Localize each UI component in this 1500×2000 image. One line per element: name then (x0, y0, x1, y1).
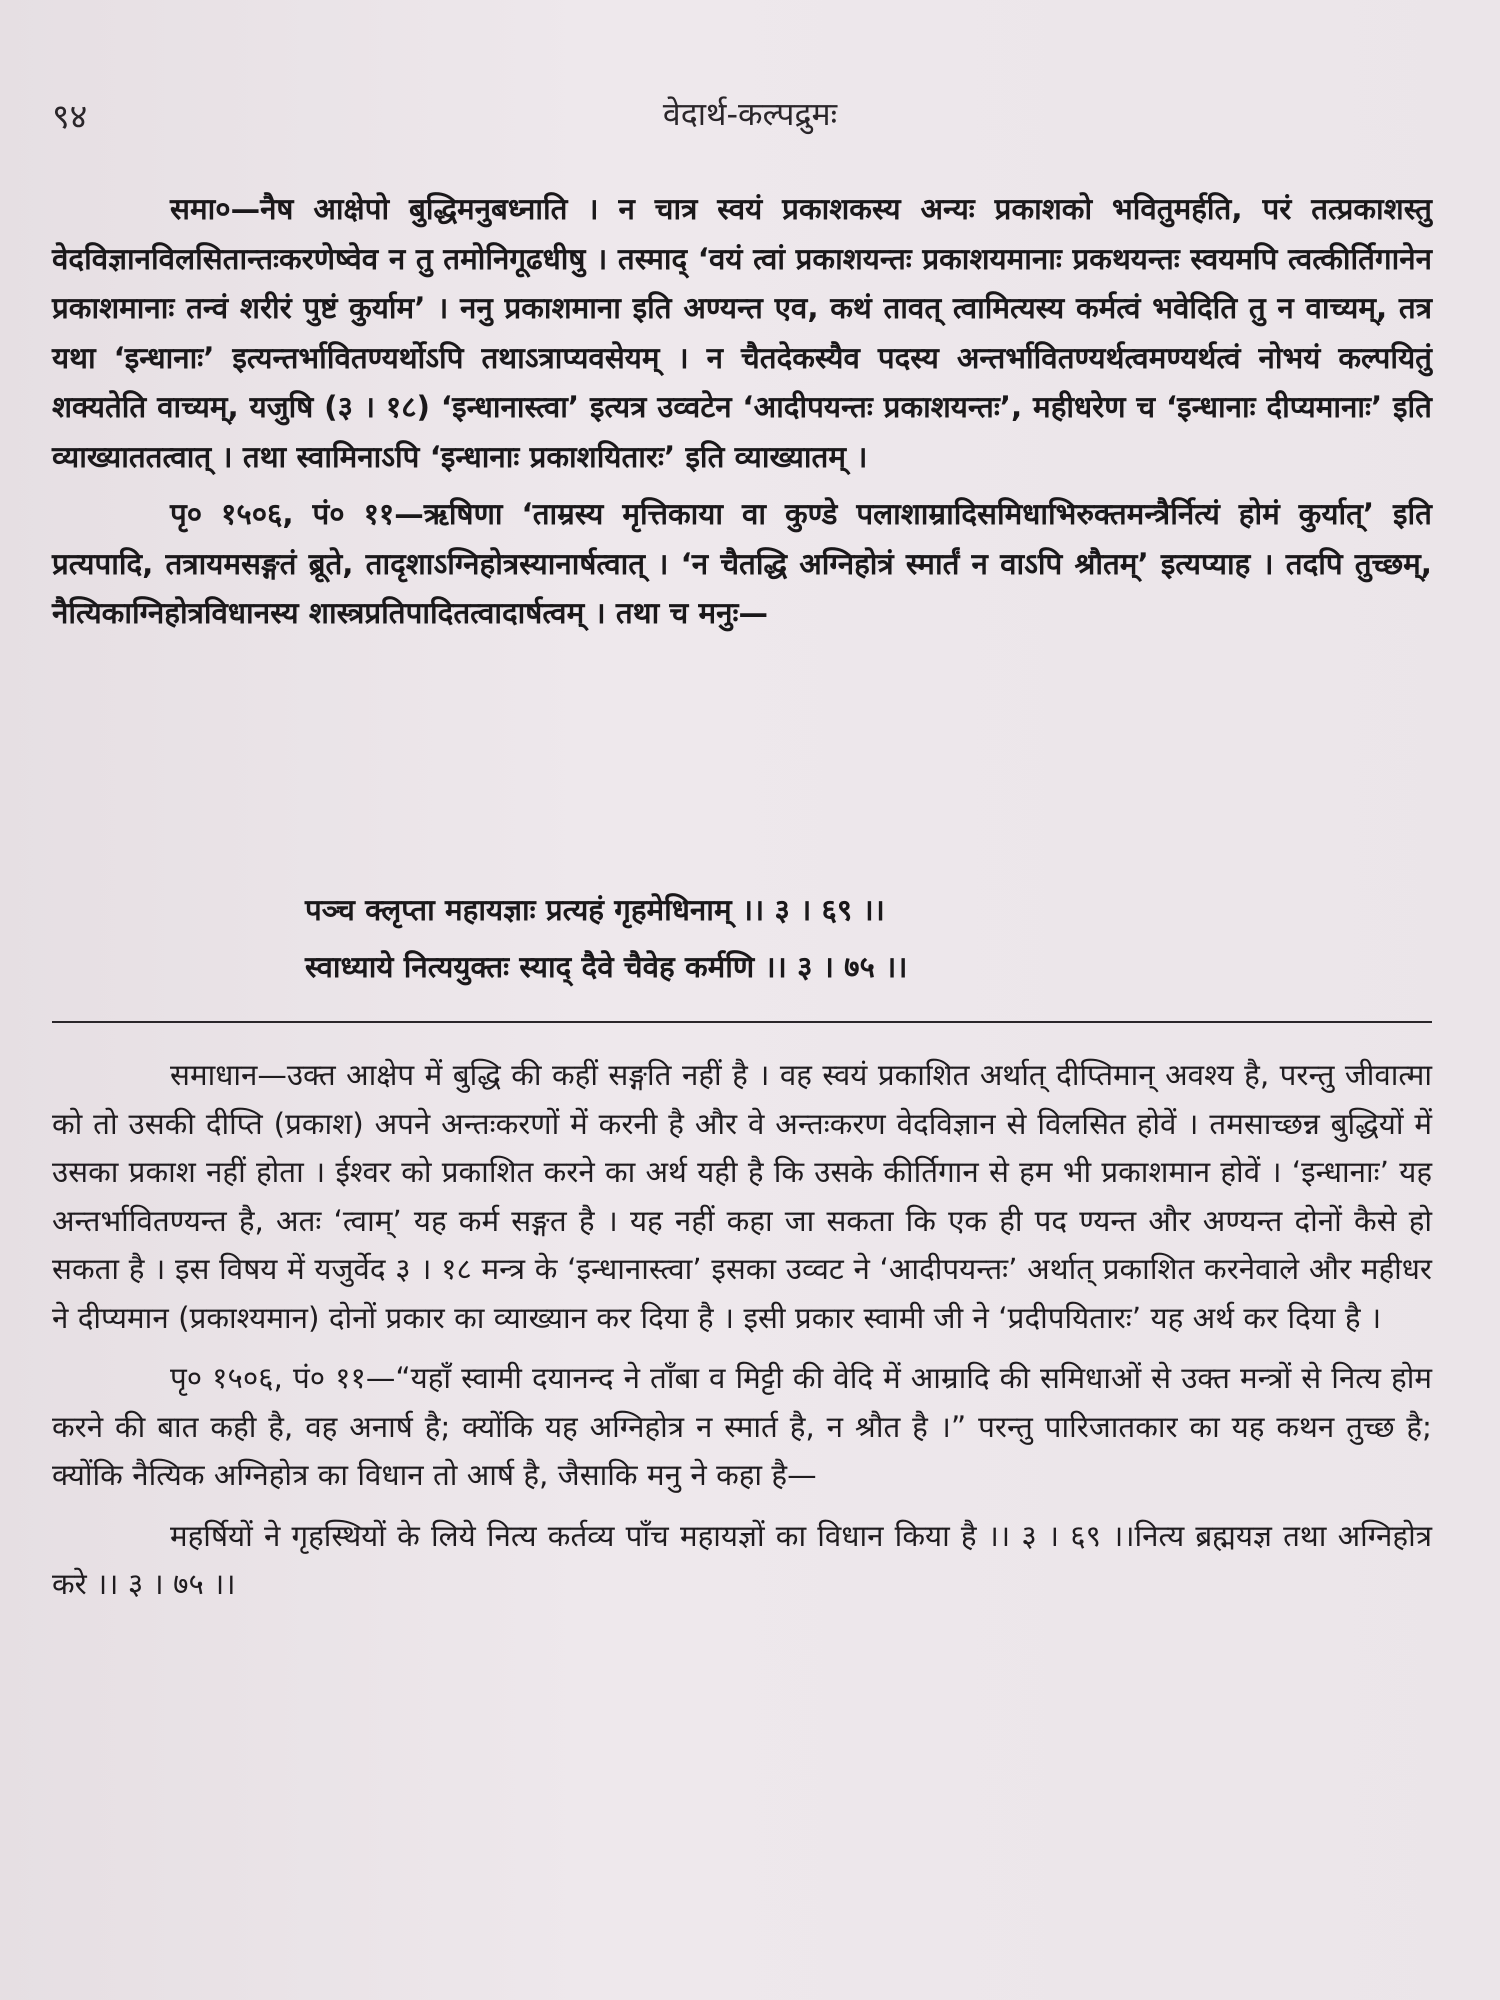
hindi-translation (52, 1051, 1432, 1609)
hindi-paragraph-1: समाधान—उक्त आक्षेप में बुद्धि की कहीं सङ्गति नहीं है । वह स्वयं प्रकाशित अर्थात् दीप्तिमान् अवश्य है, परन्तु जीवात्मा को तो उसकी दीप्ति (प्रकाश) अपने अन्तःकरणों में करनी है और वे अन्तःकरण वेदविज्ञान से विलसित होवें । तमसाच्छन्न बुद्धियों में उसका प्रकाश नहीं होता । ईश्वर को प्रकाशित करने का अर्थ यही है कि उसके कीर्तिगान से हम भी प्रकाशमान होवें । ‘इन्धानाः’ यह अन्तर्भावितण्यन्त है, अतः ‘त्वाम्’ यह कर्म सङ्गत है । यह नहीं कहा जा सकता कि एक ही पद ण्यन्त और अण्यन्त दोनों कैसे हो सकता है । इस विषय में यजुर्वेद ३ । १८ मन्त्र के ‘इन्धानास्त्वा’ इसका उव्वट ने ‘आदीपयन्तः’ अर्थात् प्रकाशित करनेवाले और महीधर ने दीप्यमान (प्रकाश्यमान) दोनों प्रकार का व्याख्यान कर दिया है । इसी प्रकार स्वामी जी ने ‘प्रदीपयितारः’ यह अर्थ कर दिया है । (52, 1058, 1433, 1335)
sanskrit-paragraph-1: समा०—नैष आक्षेपो बुद्धिमनुबध्नाति । न चात्र स्वयं प्रकाशकस्य अन्यः प्रकाशको भवितुमर्हति, परं तत्प्रकाशस्तु वेदविज्ञानविलसितान्तःकरणेष्वेव न तु तमोनिगूढधीषु । तस्माद् ‘वयं त्वां प्रकाशयन्तः प्रकाशयमानाः प्रकथयन्तः स्वयमपि त्वत्कीर्तिगानेन प्रकाशमानाः तन्वं शरीरं पुष्टं कुर्याम’ । ननु प्रकाशमाना इति अण्यन्त एव, कथं तावत् त्वामित्यस्य कर्मत्वं भवेदिति तु न वाच्यम्, तत्र यथा ‘इन्धानाः’ इत्यन्तर्भावितण्यर्थोऽपि तथाऽत्राप्यवसेयम् । न चैतदेकस्यैव पदस्य अन्तर्भावितण्यर्थत्वमण्यर्थत्वं नोभयं कल्पयितुं शक्यतेति वाच्यम्, यजुषि (३ । १८) ‘इन्धानास्त्वा’ इत्यत्र उव्वटेन ‘आदीपयन्तः प्रकाशयन्तः’, महीधरेण च ‘इन्धानाः दीप्यमानाः’ इति व्याख्याततत्वात् । तथा स्वामिनाऽपि ‘इन्धानाः प्रकाशयितारः’ इति व्याख्यातम् । (52, 192, 1432, 474)
page-header (52, 92, 1448, 142)
sanskrit-paragraph-2: पृ० १५०६, पं० ११—ऋषिणा ‘ताम्रस्य मृत्तिकाया वा कुण्डे पलाशाम्रादिसमिधाभिरुक्तमन्त्रैर्नित्यं होमं कुर्यात्’ इति प्रत्यपादि, तत्रायमसङ्गतं ब्रूते, तादृशाऽग्निहोत्रस्यानार्षत्वात् । ‘न चैतद्धि अग्निहोत्रं स्मार्तं न वाऽपि श्रौतम्’ इत्यप्याह । तदपि तुच्छम्, नैत्यिकाग्निहोत्रविधानस्य शास्त्रप्रतिपादितत्वादार्षत्वम् । तथा च मनुः— (52, 497, 1432, 630)
verse-line-1: पञ्च क्लृप्ता महायज्ञाः प्रत्यहं गृहमेधिनाम् ।। ३ । ६९ ।। (305, 893, 885, 927)
section-divider (52, 1021, 1432, 1023)
verse-line-2: स्वाध्याये नित्ययुक्तः स्याद् दैवे चैवेह कर्मणि ।। ३ । ७५ ।। (305, 950, 908, 984)
hindi-paragraph-3: महर्षियों ने गृहस्थियों के लिये नित्य कर्तव्य पाँच महायज्ञों का विधान किया है ।। ३ । ६९ ।।नित्य ब्रह्मयज्ञ तथा अग्निहोत्र करे ।। ३ । ७५ ।। (52, 1518, 1432, 1601)
hindi-paragraph-2: पृ० १५०६, पं० ११—“यहाँ स्वामी दयानन्द ने ताँबा व मिट्टी की वेदि में आम्रादि की समिधाओं से उक्त मन्त्रों से नित्य होम करने की बात कही है, वह अनार्ष है; क्योंकि यह अग्निहोत्र न स्मार्त है, न श्रौत है ।” परन्तु पारिजातकार का यह कथन तुच्छ है; क्योंकि नैत्यिक अग्निहोत्र का विधान तो आर्ष है, जैसाकि मनु ने कहा है— (52, 1361, 1432, 1492)
running-title: वेदार्थ-कल्पद्रुमः (662, 95, 838, 133)
sanskrit-commentary (52, 185, 1432, 639)
page-number: ९४ (52, 97, 88, 137)
